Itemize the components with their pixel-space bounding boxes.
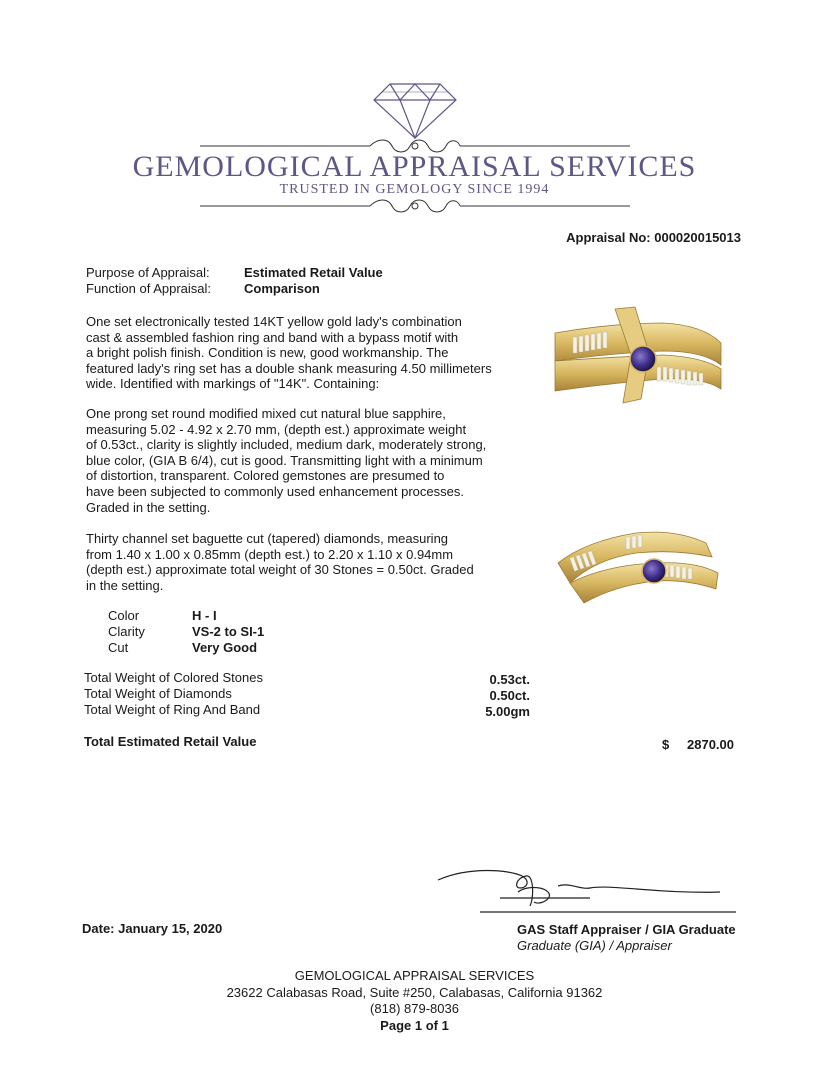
grading-clarity bbox=[108, 624, 264, 640]
grading-label: Color bbox=[108, 608, 140, 623]
description-line: a bright polish finish. Condition is new, good workmanship. The bbox=[86, 345, 449, 361]
grading-label: Cut bbox=[108, 640, 129, 655]
sapphire-paragraph bbox=[86, 406, 526, 515]
appraisal-date: Date: January 15, 2020 bbox=[82, 921, 223, 936]
ring-photo-side bbox=[556, 523, 720, 607]
total-weight-value: 5.00gm bbox=[485, 704, 530, 719]
sapphire-line: One prong set round modified mixed cut natural blue sapphire, bbox=[86, 406, 446, 421]
sapphire-line: have been subjected to commonly used enhancement processes. bbox=[86, 483, 464, 499]
grading-label: Clarity bbox=[108, 624, 145, 639]
diamond-icon bbox=[372, 82, 458, 140]
total-colored-label: Total Weight of Colored Stones bbox=[84, 670, 263, 685]
currency-symbol: $ bbox=[662, 737, 670, 752]
function-value: Comparison bbox=[244, 281, 320, 296]
description-line: wide. Identified with markings of "14K". Containing: bbox=[86, 376, 380, 392]
description-line: cast & assembled fashion ring and band with a bypass motif with bbox=[86, 329, 459, 345]
grading-color bbox=[108, 608, 217, 624]
diamonds-line: in the setting. bbox=[86, 577, 164, 593]
total-weight-label: Total Weight of Ring And Band bbox=[84, 702, 261, 717]
grading-cut bbox=[108, 640, 257, 656]
ring-photo-front bbox=[553, 303, 723, 406]
company-logo bbox=[0, 0, 829, 225]
total-colored-value: 0.53ct. bbox=[489, 672, 530, 687]
sapphire-line: of 0.53ct., clarity is slightly included, medium dark, moderately strong, bbox=[86, 437, 487, 453]
diamonds-line: Thirty channel set baguette cut (tapered) diamonds, measuring bbox=[86, 531, 449, 546]
sapphire-line: of distortion, transparent. Colored gemstones are presumed to bbox=[86, 468, 445, 484]
function-row bbox=[86, 281, 320, 297]
footer-company: GEMOLOGICAL APPRAISAL SERVICES bbox=[294, 968, 535, 983]
total-diamonds-value: 0.50ct. bbox=[489, 688, 530, 703]
sapphire-line: Graded in the setting. bbox=[86, 499, 211, 515]
ornament-bottom bbox=[200, 198, 630, 214]
sapphire-line: blue color, (GIA B 6/4), cut is good. Transmitting light with a minimum bbox=[86, 452, 483, 468]
page-number: Page 1 of 1 bbox=[380, 1018, 449, 1033]
purpose-value: Estimated Retail Value bbox=[244, 265, 383, 280]
brand-name: GEMOLOGICAL APPRAISAL SERVICES bbox=[132, 150, 697, 183]
retail-value-amount: 2870.00 bbox=[687, 737, 734, 752]
diamonds-line: from 1.40 x 1.00 x 0.85mm (depth est.) to 2.20 x 1.10 x 0.94mm bbox=[86, 546, 454, 562]
appraisal-number: Appraisal No: 000020015013 bbox=[566, 230, 741, 245]
diamonds-paragraph bbox=[86, 531, 526, 593]
grading-value: H - I bbox=[192, 608, 217, 623]
appraiser-title: GAS Staff Appraiser / GIA Graduate bbox=[517, 922, 736, 937]
appraiser-subtitle: Graduate (GIA) / Appraiser bbox=[517, 938, 672, 953]
footer-phone: (818) 879-8036 bbox=[370, 1001, 459, 1016]
purpose-label: Purpose of Appraisal: bbox=[86, 265, 210, 280]
grading-value: Very Good bbox=[192, 640, 258, 655]
diamonds-line: (depth est.) approximate total weight of 30 Stones = 0.50ct. Graded bbox=[86, 562, 474, 578]
total-diamonds-label: Total Weight of Diamonds bbox=[84, 686, 232, 701]
description-line: featured lady's ring set has a double shank measuring 4.50 millimeters bbox=[86, 360, 492, 376]
retail-value-label: Total Estimated Retail Value bbox=[84, 734, 257, 749]
footer-address: 23622 Calabasas Road, Suite #250, Calabasas, California 91362 bbox=[226, 985, 603, 1000]
signature-mark bbox=[430, 858, 740, 918]
description-line: One set electronically tested 14KT yellow gold lady's combination bbox=[86, 314, 462, 329]
purpose-row bbox=[86, 265, 383, 281]
grading-value: VS-2 to SI-1 bbox=[192, 624, 265, 639]
brand-tagline: TRUSTED IN GEMOLOGY SINCE 1994 bbox=[279, 182, 550, 197]
sapphire-line: measuring 5.02 - 4.92 x 2.70 mm, (depth est.) approximate weight bbox=[86, 421, 467, 437]
function-label: Function of Appraisal: bbox=[86, 281, 212, 296]
description-paragraph bbox=[86, 314, 526, 392]
